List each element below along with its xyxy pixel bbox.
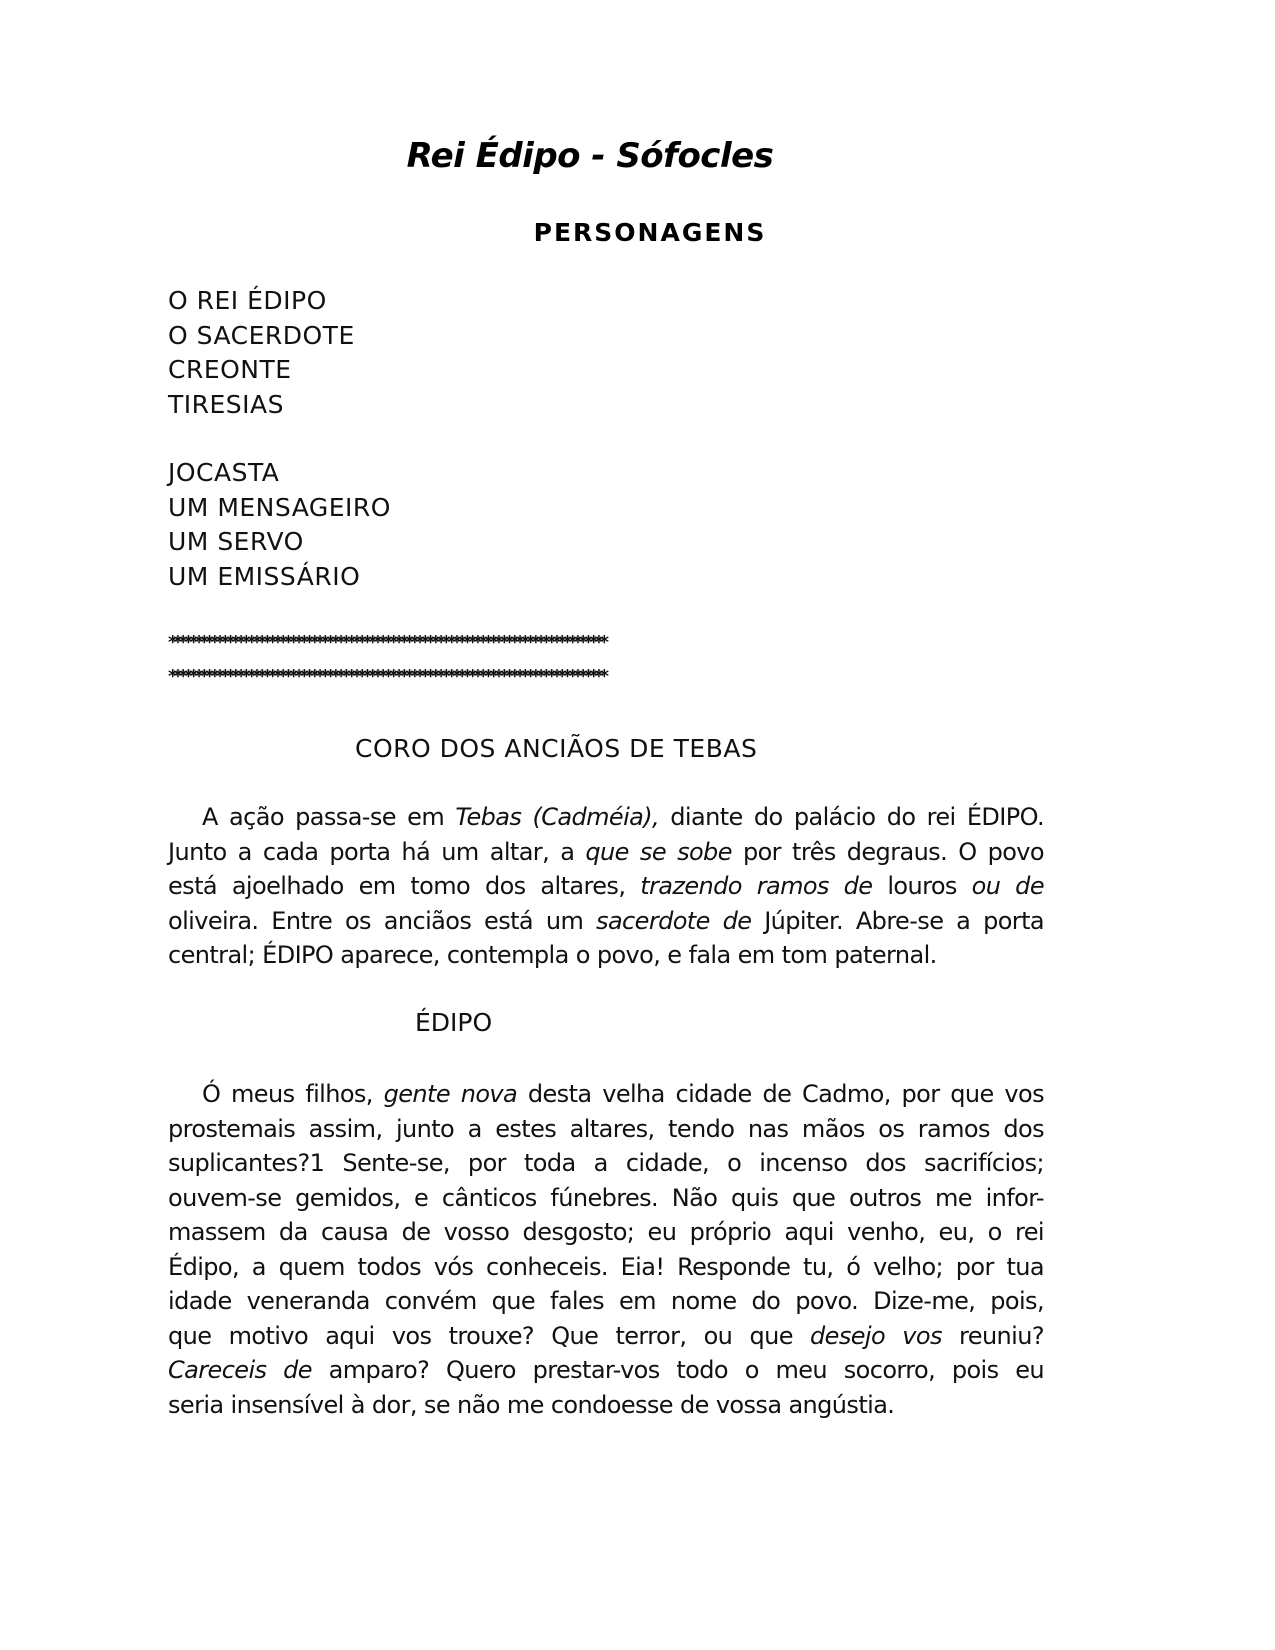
italic-text-run: Careceis de [168,1356,312,1384]
text-line [168,1181,1044,1216]
text-run: que motivo aqui vos trouxe? Que terror, ou que [168,1321,811,1350]
asterisk-separator: *********************************************************************************** [168,632,605,653]
italic-text-run: ou de [971,872,1044,900]
cast-member: UM EMISSÁRIO [168,561,361,591]
text-run: Ó meus filhos, [202,1080,384,1108]
text-line [168,904,1044,939]
text-line [168,1388,1044,1423]
text-run: Júpiter. Abre-se a porta [751,906,1044,935]
italic-text-run: que se sobe [585,837,732,866]
text-run: amparo? Quero prestar-vos todo o meu socorro, pois eu [311,1356,1045,1384]
stage-direction-paragraph [168,800,1044,973]
text-run: idade veneranda convém que fales em nome do povo. Dize-me, pois, [168,1287,1044,1315]
text-line [168,1250,1044,1285]
text-line [168,835,1044,870]
text-run: Édipo, a quem todos vós conheceis. Eia! Responde tu, ó velho; por tua [168,1252,1044,1281]
text-run: louros [872,872,972,900]
text-run: suplicantes?1 Sente-se, por toda a cidade, o incenso dos sacrifícios; [168,1149,1044,1177]
text-line [168,1146,1044,1181]
text-run: desta velha cidade de Cadmo, por que vos [517,1080,1044,1108]
document-title: Rei Édipo - Sófocles [406,136,774,176]
text-line [168,1353,1044,1388]
text-line [168,938,1044,973]
text-run: oliveira. Entre os anciãos está um [168,906,597,935]
cast-member: TIRESIAS [168,389,285,419]
text-run: prostemais assim, junto a estes altares, tendo nas mãos os ramos dos [168,1114,1044,1143]
text-line [168,1284,1044,1319]
cast-member: O REI ÉDIPO [168,286,327,315]
text-run: Junto a cada porta há um altar, a [168,837,586,866]
text-run: seria insensível à dor, se não me condoesse de vossa angústia. [168,1390,895,1419]
italic-text-run: trazendo ramos de [640,872,873,900]
text-run: diante do palácio do rei ÉDIPO. [659,803,1044,831]
cast-member: UM SERVO [168,527,304,556]
cast-list-group-1 [168,284,355,422]
cast-member: CREONTE [168,355,292,384]
text-run: reuniu? [941,1321,1044,1350]
text-run: central; ÉDIPO aparece, contempla o povo, e fala em tom paternal. [168,941,937,969]
speech-paragraph [168,1077,1044,1422]
text-run: ouvem-se gemidos, e cânticos fúnebres. Não quis que outros me infor- [168,1183,1044,1212]
cast-heading: PERSONAGENS [533,218,767,247]
cast-member: UM MENSAGEIRO [168,492,391,522]
italic-text-run: gente nova [383,1080,518,1108]
italic-text-run: desejo vos [810,1321,942,1350]
italic-text-run: sacerdote de [596,906,752,935]
cast-member: JOCASTA [168,458,280,487]
cast-list-group-2 [168,456,391,594]
cast-member: O SACERDOTE [168,320,355,350]
text-line [168,800,1044,835]
text-run: está ajoelhado em tomo dos altares, [168,872,641,900]
text-run: por três degraus. O povo [731,837,1044,866]
text-line [168,1112,1044,1147]
asterisk-separator: *********************************************************************************** [168,666,605,687]
text-line [168,1319,1044,1354]
text-run: A ação passa-se em [202,803,456,831]
speaker-name: ÉDIPO [415,1008,493,1037]
text-line [168,1215,1044,1250]
italic-text-run: Tebas (Cadméia), [455,803,660,831]
text-line [168,869,1044,904]
text-run: massem da causa de vosso desgosto; eu próprio aqui venho, eu, o rei [168,1218,1044,1246]
text-line [168,1077,1044,1112]
scene-heading: CORO DOS ANCIÃOS DE TEBAS [355,734,758,763]
